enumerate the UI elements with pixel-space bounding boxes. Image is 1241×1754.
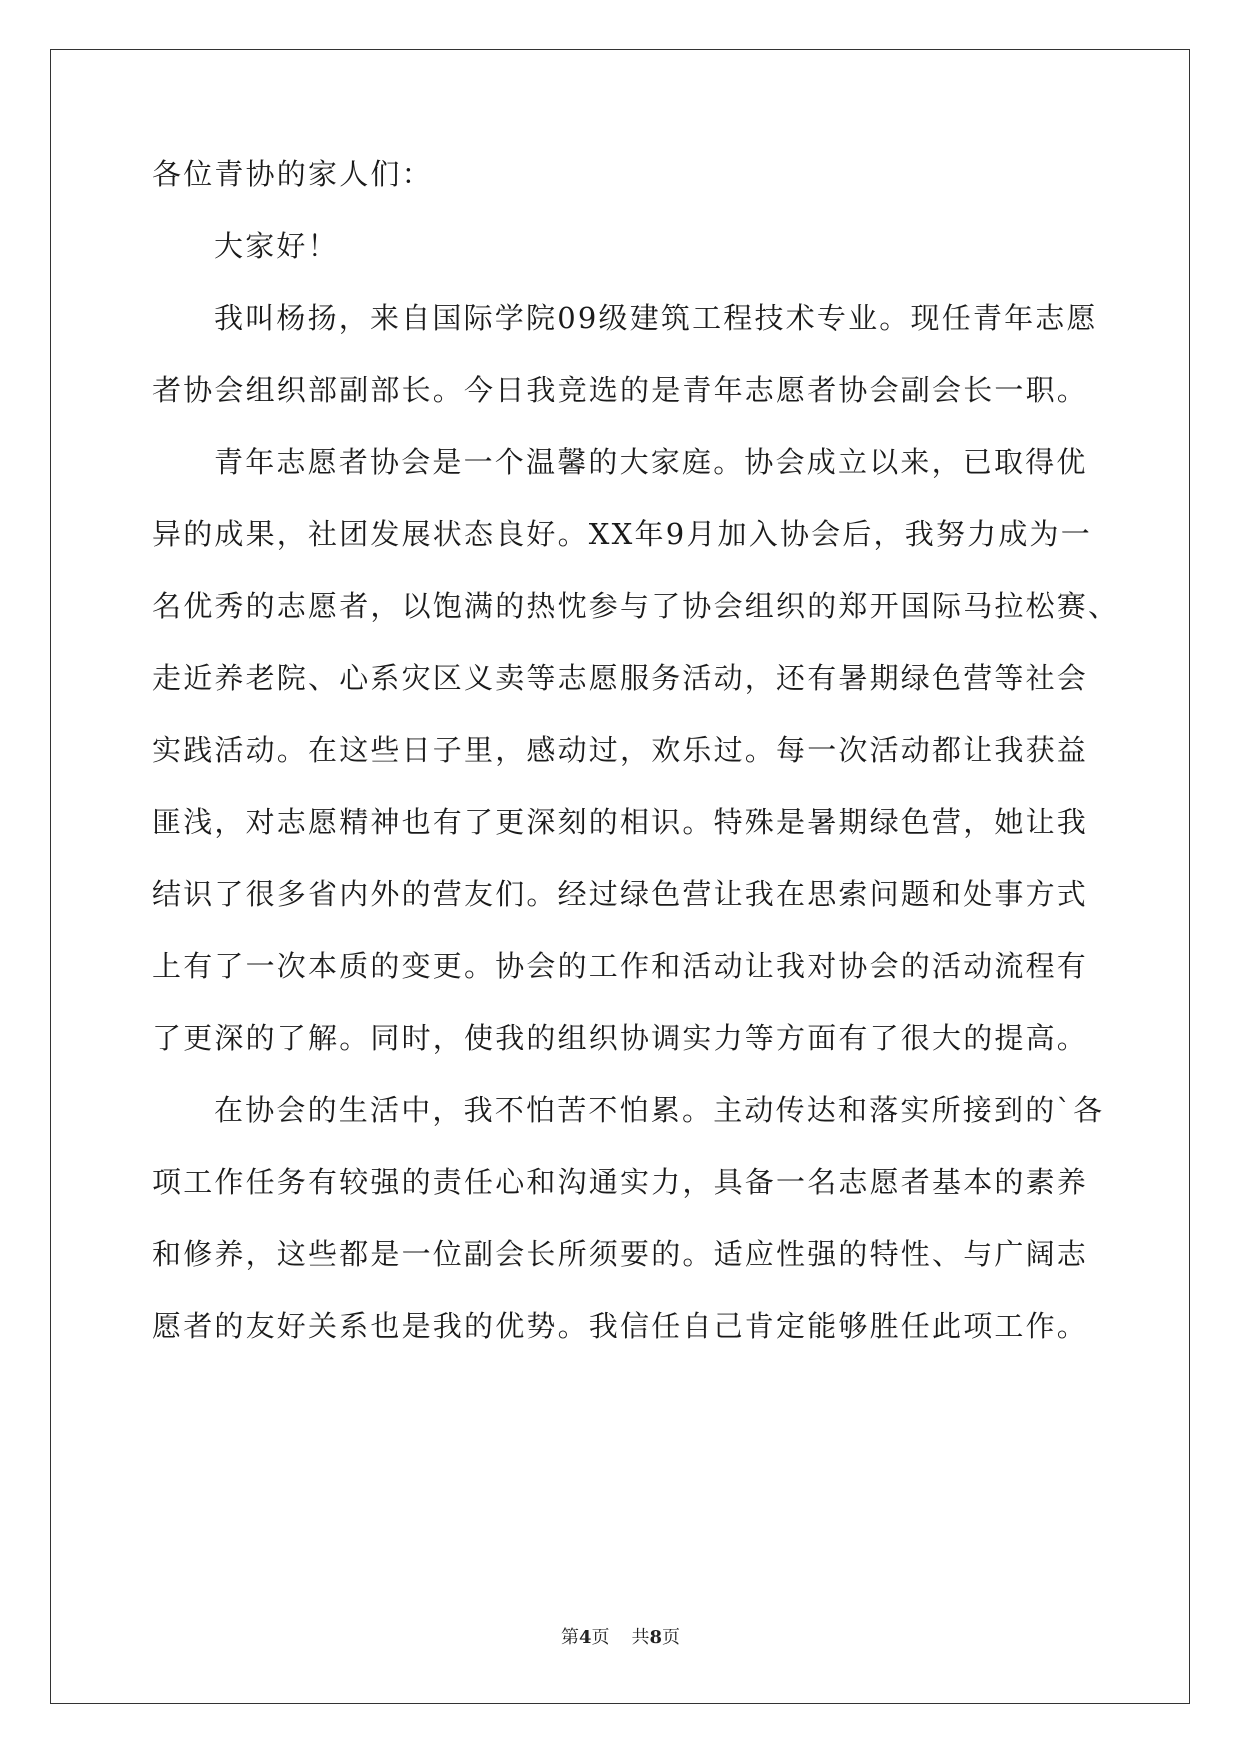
paragraph-3-line-2: 项工作任务有较强的责任心和沟通实力，具备一名志愿者基本的素养 bbox=[152, 1165, 1089, 1199]
page-suffix: 页 bbox=[591, 1627, 610, 1648]
paragraph-3-line-4: 愿者的友好关系也是我的优势。我信任自己肯定能够胜任此项工作。 bbox=[152, 1309, 1089, 1343]
paragraph-2-line-2: 异的成果，社团发展状态良好。XX年9月加入协会后，我努力成为一 bbox=[152, 517, 1092, 551]
paragraph-2-line-6: 匪浅，对志愿精神也有了更深刻的相识。特殊是暑期绿色营，她让我 bbox=[152, 805, 1089, 839]
paragraph-1-line-1: 我叫杨扬，来自国际学院09级建筑工程技术专业。现任青年志愿 bbox=[214, 301, 1098, 335]
paragraph-2-line-8: 上有了一次本质的变更。协会的工作和活动让我对协会的活动流程有 bbox=[152, 949, 1089, 983]
paragraph-2-line-3: 名优秀的志愿者，以饱满的热忱参与了协会组织的郑开国际马拉松赛、 bbox=[152, 589, 1120, 623]
total-pages: 8 bbox=[649, 1627, 663, 1648]
paragraph-3-line-1: 在协会的生活中，我不怕苦不怕累。主动传达和落实所接到的`各 bbox=[214, 1093, 1105, 1127]
paragraph-2-line-5: 实践活动。在这些日子里，感动过，欢乐过。每一次活动都让我获益 bbox=[152, 733, 1089, 767]
paragraph-2-line-7: 结识了很多省内外的营友们。经过绿色营让我在思索问题和处事方式 bbox=[152, 877, 1089, 911]
paragraph-3-line-3: 和修养，这些都是一位副会长所须要的。适应性强的特性、与广阔志 bbox=[152, 1237, 1089, 1271]
total-prefix: 共 bbox=[631, 1627, 650, 1648]
page-prefix: 第 bbox=[560, 1627, 579, 1648]
paragraph-1-line-2: 者协会组织部副部长。今日我竞选的是青年志愿者协会副会长一职。 bbox=[152, 373, 1089, 407]
greeting-line: 各位青协的家人们： bbox=[152, 157, 433, 191]
page-footer bbox=[0, 1623, 1241, 1649]
hello-line: 大家好！ bbox=[214, 229, 339, 263]
total-suffix: 页 bbox=[662, 1627, 681, 1648]
paragraph-2-line-9: 了更深的了解。同时，使我的组织协调实力等方面有了很大的提高。 bbox=[152, 1021, 1089, 1055]
paragraph-2-line-4: 走近养老院、心系灾区义卖等志愿服务活动，还有暑期绿色营等社会 bbox=[152, 661, 1089, 695]
page-number: 4 bbox=[578, 1627, 592, 1648]
paragraph-2-line-1: 青年志愿者协会是一个温馨的大家庭。协会成立以来，已取得优 bbox=[214, 445, 1088, 479]
